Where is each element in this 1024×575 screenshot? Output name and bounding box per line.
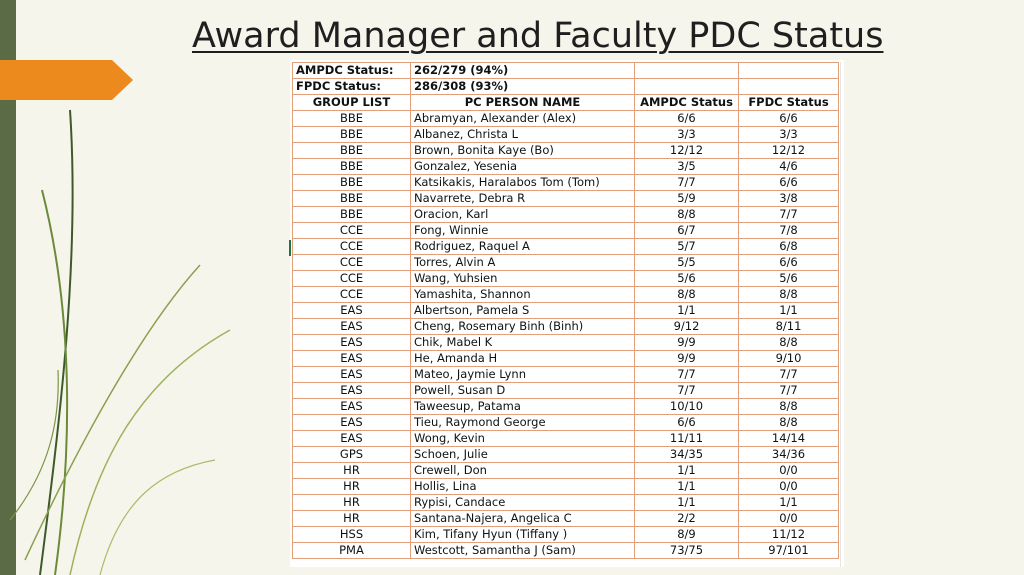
group-cell: EAS xyxy=(293,303,411,319)
ampdc-cell: 5/7 xyxy=(635,239,739,255)
fpdc-cell: 14/14 xyxy=(739,431,839,447)
ampdc-cell: 5/9 xyxy=(635,191,739,207)
name-cell: Albanez, Christa L xyxy=(411,127,635,143)
name-cell: Rodriguez, Raquel A xyxy=(411,239,635,255)
group-cell: CCE xyxy=(293,287,411,303)
fpdc-cell: 8/8 xyxy=(739,399,839,415)
summary-label: AMPDC Status: xyxy=(293,63,411,79)
group-cell: EAS xyxy=(293,415,411,431)
fpdc-cell: 8/11 xyxy=(739,319,839,335)
header-group-list: GROUP LIST xyxy=(293,95,411,111)
group-cell: BBE xyxy=(293,159,411,175)
group-cell: EAS xyxy=(293,351,411,367)
empty-cell xyxy=(739,79,839,95)
fpdc-cell: 3/8 xyxy=(739,191,839,207)
ampdc-cell: 1/1 xyxy=(635,303,739,319)
cell-selection-marker xyxy=(289,240,291,256)
table-row xyxy=(293,479,839,495)
name-cell: Fong, Winnie xyxy=(411,223,635,239)
name-cell: Navarrete, Debra R xyxy=(411,191,635,207)
fpdc-cell: 7/7 xyxy=(739,207,839,223)
group-cell: HR xyxy=(293,511,411,527)
table-row xyxy=(293,175,839,191)
empty-cell xyxy=(635,63,739,79)
fpdc-cell: 0/0 xyxy=(739,511,839,527)
name-cell: Gonzalez, Yesenia xyxy=(411,159,635,175)
name-cell: Kim, Tifany Hyun (Tiffany ) xyxy=(411,527,635,543)
name-cell: Wang, Yuhsien xyxy=(411,271,635,287)
group-cell: HR xyxy=(293,463,411,479)
group-cell: PMA xyxy=(293,543,411,559)
name-cell: Oracion, Karl xyxy=(411,207,635,223)
fpdc-cell: 6/6 xyxy=(739,111,839,127)
group-cell: HR xyxy=(293,479,411,495)
group-cell: EAS xyxy=(293,335,411,351)
fpdc-cell: 7/7 xyxy=(739,383,839,399)
ampdc-cell: 11/11 xyxy=(635,431,739,447)
ampdc-cell: 5/6 xyxy=(635,271,739,287)
ampdc-cell: 10/10 xyxy=(635,399,739,415)
name-cell: Santana-Najera, Angelica C xyxy=(411,511,635,527)
fpdc-cell: 12/12 xyxy=(739,143,839,159)
spreadsheet-grid-edge xyxy=(840,62,845,567)
group-cell: BBE xyxy=(293,111,411,127)
name-cell: Hollis, Lina xyxy=(411,479,635,495)
table-row xyxy=(293,303,839,319)
group-cell: CCE xyxy=(293,223,411,239)
table-row xyxy=(293,191,839,207)
table-row xyxy=(293,383,839,399)
group-cell: EAS xyxy=(293,399,411,415)
fpdc-cell: 8/8 xyxy=(739,415,839,431)
table-row xyxy=(293,511,839,527)
ampdc-cell: 1/1 xyxy=(635,479,739,495)
name-cell: Schoen, Julie xyxy=(411,447,635,463)
name-cell: Westcott, Samantha J (Sam) xyxy=(411,543,635,559)
name-cell: Rypisi, Candace xyxy=(411,495,635,511)
name-cell: Cheng, Rosemary Binh (Binh) xyxy=(411,319,635,335)
ampdc-cell: 7/7 xyxy=(635,383,739,399)
header-pc-person-name: PC PERSON NAME xyxy=(411,95,635,111)
ampdc-cell: 2/2 xyxy=(635,511,739,527)
ampdc-cell: 5/5 xyxy=(635,255,739,271)
fpdc-cell: 9/10 xyxy=(739,351,839,367)
fpdc-cell: 97/101 xyxy=(739,543,839,559)
group-cell: HR xyxy=(293,495,411,511)
table-row xyxy=(293,447,839,463)
ampdc-cell: 12/12 xyxy=(635,143,739,159)
ampdc-cell: 8/8 xyxy=(635,287,739,303)
name-cell: Yamashita, Shannon xyxy=(411,287,635,303)
name-cell: Chik, Mabel K xyxy=(411,335,635,351)
fpdc-cell: 7/8 xyxy=(739,223,839,239)
fpdc-cell: 34/36 xyxy=(739,447,839,463)
group-cell: CCE xyxy=(293,271,411,287)
fpdc-cell: 1/1 xyxy=(739,303,839,319)
name-cell: Crewell, Don xyxy=(411,463,635,479)
group-cell: BBE xyxy=(293,191,411,207)
ampdc-cell: 3/5 xyxy=(635,159,739,175)
empty-cell xyxy=(739,63,839,79)
table-row xyxy=(293,207,839,223)
group-cell: EAS xyxy=(293,319,411,335)
name-cell: Wong, Kevin xyxy=(411,431,635,447)
pdc-status-table xyxy=(292,62,839,559)
group-cell: CCE xyxy=(293,239,411,255)
fpdc-cell: 0/0 xyxy=(739,479,839,495)
table-row xyxy=(293,399,839,415)
fpdc-cell: 6/6 xyxy=(739,175,839,191)
ampdc-cell: 8/9 xyxy=(635,527,739,543)
fpdc-cell: 7/7 xyxy=(739,367,839,383)
group-cell: BBE xyxy=(293,207,411,223)
table-row xyxy=(293,495,839,511)
table-row xyxy=(293,239,839,255)
table-row xyxy=(293,351,839,367)
table-row xyxy=(293,431,839,447)
summary-value: 286/308 (93%) xyxy=(411,79,635,95)
table-row xyxy=(293,223,839,239)
fpdc-cell: 8/8 xyxy=(739,287,839,303)
ampdc-cell: 9/12 xyxy=(635,319,739,335)
table-row xyxy=(293,367,839,383)
group-cell: EAS xyxy=(293,383,411,399)
name-cell: Taweesup, Patama xyxy=(411,399,635,415)
ampdc-cell: 9/9 xyxy=(635,335,739,351)
group-cell: BBE xyxy=(293,175,411,191)
name-cell: Brown, Bonita Kaye (Bo) xyxy=(411,143,635,159)
ampdc-cell: 34/35 xyxy=(635,447,739,463)
name-cell: Abramyan, Alexander (Alex) xyxy=(411,111,635,127)
table-row xyxy=(293,111,839,127)
summary-label: FPDC Status: xyxy=(293,79,411,95)
slide-title: Award Manager and Faculty PDC Status xyxy=(192,16,884,56)
ampdc-cell: 9/9 xyxy=(635,351,739,367)
table-row xyxy=(293,271,839,287)
name-cell: Tieu, Raymond George xyxy=(411,415,635,431)
group-cell: CCE xyxy=(293,255,411,271)
table-row xyxy=(293,335,839,351)
ampdc-cell: 1/1 xyxy=(635,463,739,479)
empty-cell xyxy=(635,79,739,95)
group-cell: BBE xyxy=(293,127,411,143)
ampdc-cell: 6/6 xyxy=(635,111,739,127)
group-cell: BBE xyxy=(293,143,411,159)
table-row xyxy=(293,463,839,479)
table-row xyxy=(293,255,839,271)
group-cell: EAS xyxy=(293,367,411,383)
ampdc-cell: 7/7 xyxy=(635,367,739,383)
fpdc-cell: 6/8 xyxy=(739,239,839,255)
ampdc-cell: 6/6 xyxy=(635,415,739,431)
name-cell: Mateo, Jaymie Lynn xyxy=(411,367,635,383)
table-row xyxy=(293,527,839,543)
name-cell: Powell, Susan D xyxy=(411,383,635,399)
header-ampdc-status: AMPDC Status xyxy=(635,95,739,111)
group-cell: HSS xyxy=(293,527,411,543)
ampdc-cell: 1/1 xyxy=(635,495,739,511)
name-cell: He, Amanda H xyxy=(411,351,635,367)
group-cell: GPS xyxy=(293,447,411,463)
table-row xyxy=(293,127,839,143)
fpdc-cell: 3/3 xyxy=(739,127,839,143)
summary-value: 262/279 (94%) xyxy=(411,63,635,79)
summary-row-ampdc xyxy=(293,63,839,79)
ampdc-cell: 8/8 xyxy=(635,207,739,223)
fpdc-cell: 0/0 xyxy=(739,463,839,479)
group-cell: EAS xyxy=(293,431,411,447)
table-row xyxy=(293,543,839,559)
summary-row-fpdc xyxy=(293,79,839,95)
header-fpdc-status: FPDC Status xyxy=(739,95,839,111)
table-row xyxy=(293,287,839,303)
name-cell: Katsikakis, Haralabos Tom (Tom) xyxy=(411,175,635,191)
fpdc-cell: 6/6 xyxy=(739,255,839,271)
fpdc-cell: 11/12 xyxy=(739,527,839,543)
fpdc-cell: 5/6 xyxy=(739,271,839,287)
ampdc-cell: 7/7 xyxy=(635,175,739,191)
name-cell: Albertson, Pamela S xyxy=(411,303,635,319)
ampdc-cell: 73/75 xyxy=(635,543,739,559)
table-row xyxy=(293,415,839,431)
header-row xyxy=(293,95,839,111)
fpdc-cell: 4/6 xyxy=(739,159,839,175)
ampdc-cell: 3/3 xyxy=(635,127,739,143)
table-row xyxy=(293,319,839,335)
table-row xyxy=(293,143,839,159)
orange-arrow-accent xyxy=(0,60,133,100)
fpdc-cell: 1/1 xyxy=(739,495,839,511)
table-row xyxy=(293,159,839,175)
fpdc-cell: 8/8 xyxy=(739,335,839,351)
name-cell: Torres, Alvin A xyxy=(411,255,635,271)
ampdc-cell: 6/7 xyxy=(635,223,739,239)
